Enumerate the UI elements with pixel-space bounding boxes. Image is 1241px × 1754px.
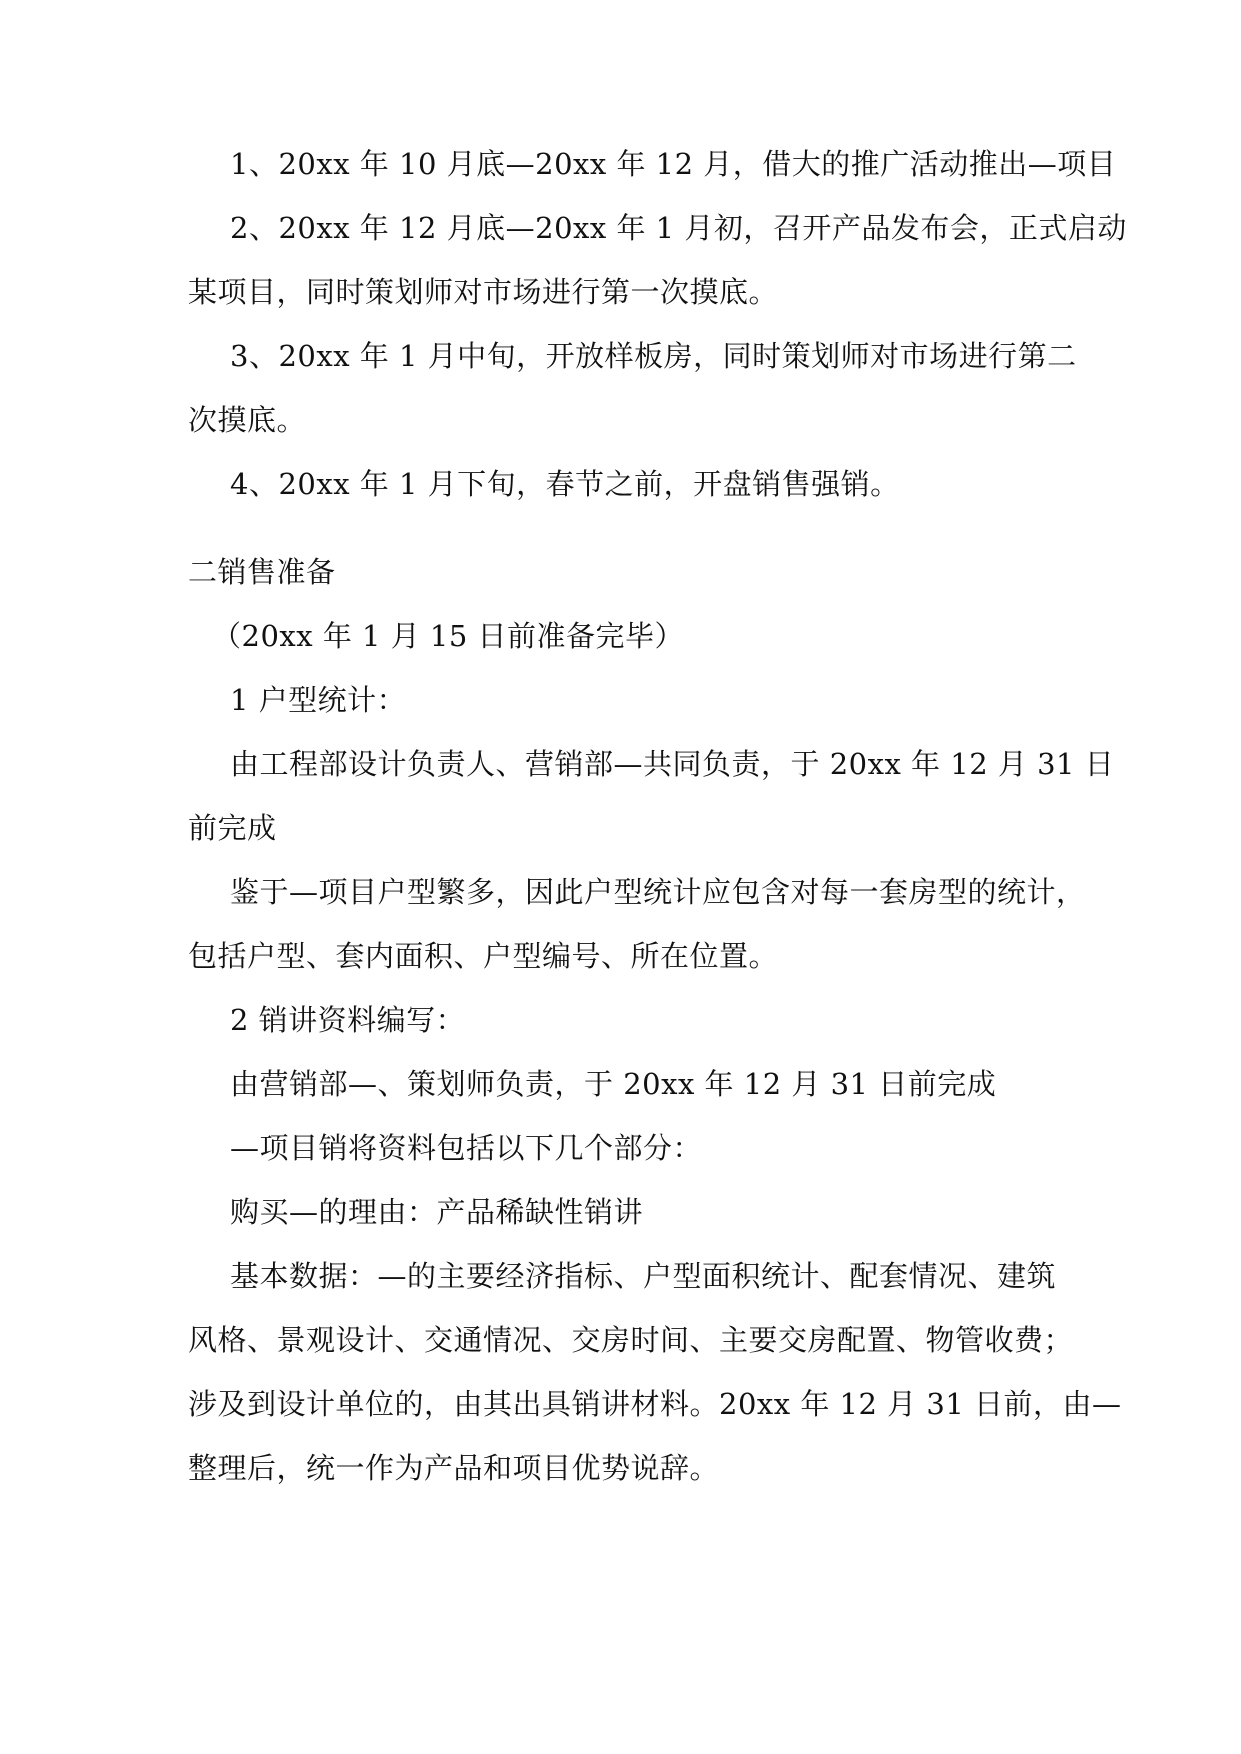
paragraph-basic-data-continued-1: 风格、景观设计、交通情况、交房时间、主要交房配置、物管收费； (188, 1323, 1074, 1357)
section-heading: 二销售准备 (188, 555, 336, 589)
deadline-note: （20xx 年 1 月 15 日前准备完毕） (212, 619, 685, 653)
paragraph-reason-to-buy: 购买—的理由：产品稀缺性销讲 (230, 1195, 644, 1229)
paragraph-unit-detail: 鉴于—项目户型繁多，因此户型统计应包含对每一套房型的统计， (230, 875, 1086, 909)
schedule-item-1: 1、20xx 年 10 月底—20xx 年 12 月，借大的推广活动推出—项目 (230, 147, 1117, 181)
schedule-item-3-continued: 次摸底。 (188, 403, 307, 437)
schedule-item-3: 3、20xx 年 1 月中旬，开放样板房，同时策划师对市场进行第二 (230, 339, 1077, 373)
paragraph-responsibility-1-continued: 前完成 (188, 811, 277, 845)
schedule-item-2-continued: 某项目，同时策划师对市场进行第一次摸底。 (188, 275, 779, 309)
schedule-section (188, 132, 1127, 516)
paragraph-basic-data-continued-3: 整理后，统一作为产品和项目优势说辞。 (188, 1451, 720, 1485)
schedule-item-2: 2、20xx 年 12 月底—20xx 年 1 月初，召开产品发布会，正式启动 (230, 211, 1127, 245)
paragraph-unit-detail-continued: 包括户型、套内面积、户型编号、所在位置。 (188, 939, 779, 973)
sales-preparation-section (188, 540, 1122, 1500)
paragraph-basic-data: 基本数据：—的主要经济指标、户型面积统计、配套情况、建筑 (230, 1259, 1057, 1293)
paragraph-responsibility-1: 由工程部设计负责人、营销部—共同负责，于 20xx 年 12 月 31 日 (230, 747, 1115, 781)
subsection-sales-materials: 2 销讲资料编写： (230, 1003, 466, 1037)
paragraph-responsibility-2: 由营销部—、策划师负责，于 20xx 年 12 月 31 日前完成 (230, 1067, 997, 1101)
subsection-unit-statistics: 1 户型统计： (230, 683, 407, 717)
paragraph-basic-data-continued-2: 涉及到设计单位的，由其出具销讲材料。20xx 年 12 月 31 日前，由— (188, 1387, 1122, 1421)
schedule-item-4: 4、20xx 年 1 月下旬，春节之前，开盘销售强销。 (230, 467, 900, 501)
paragraph-materials-parts: —项目销将资料包括以下几个部分： (230, 1131, 703, 1165)
